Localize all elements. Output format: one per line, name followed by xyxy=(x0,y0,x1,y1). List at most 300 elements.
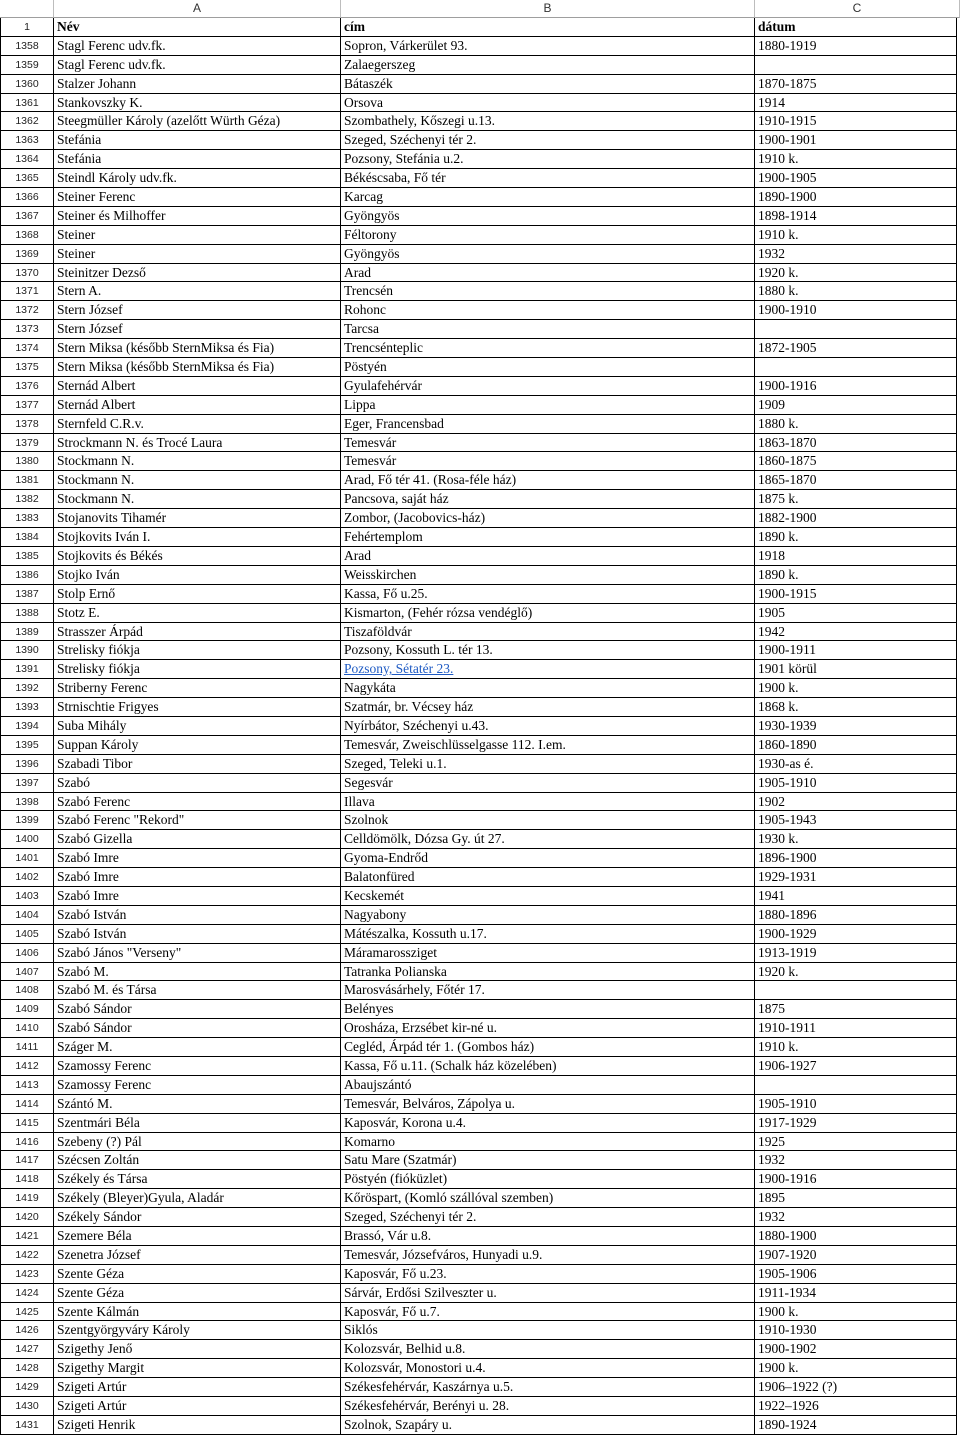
cell-datum[interactable]: 1930 k. xyxy=(755,830,957,849)
cell-cim[interactable]: Abaujszántó xyxy=(341,1076,755,1095)
row-number[interactable]: 1382 xyxy=(0,490,54,509)
cell-datum[interactable]: 1880 k. xyxy=(755,282,957,301)
row-number[interactable]: 1400 xyxy=(0,830,54,849)
cell-datum[interactable]: 1865-1870 xyxy=(755,471,957,490)
row-number[interactable]: 1376 xyxy=(0,377,54,396)
cell-nev[interactable]: Stern József xyxy=(54,320,341,339)
row-number[interactable]: 1409 xyxy=(0,1000,54,1019)
cell-datum[interactable]: 1900-1901 xyxy=(755,131,957,150)
cell-datum[interactable]: 1907-1920 xyxy=(755,1246,957,1265)
cell-cim[interactable]: Székesfehérvár, Kaszárnya u.5. xyxy=(341,1378,755,1397)
cell-nev[interactable]: Steinitzer Dezső xyxy=(54,264,341,283)
cell-nev[interactable]: Szabó Sándor xyxy=(54,1000,341,1019)
cell-datum[interactable]: 1930-1939 xyxy=(755,717,957,736)
cell-cim[interactable]: Székesfehérvár, Berényi u. 28. xyxy=(341,1397,755,1416)
cell-datum[interactable]: 1860-1875 xyxy=(755,452,957,471)
cell-cim[interactable]: Nagykáta xyxy=(341,679,755,698)
cell-nev[interactable]: Strasszer Árpád xyxy=(54,623,341,642)
row-number[interactable]: 1369 xyxy=(0,245,54,264)
cell-nev[interactable]: Stockmann N. xyxy=(54,452,341,471)
cell-datum[interactable]: 1900 k. xyxy=(755,679,957,698)
cell-cim[interactable]: Kolozsvár, Monostori u.4. xyxy=(341,1359,755,1378)
cell-cim[interactable]: Komarno xyxy=(341,1133,755,1152)
cell-cim[interactable]: Bátaszék xyxy=(341,75,755,94)
cell-cim[interactable]: Kecskemét xyxy=(341,887,755,906)
cell-datum[interactable]: 1860-1890 xyxy=(755,736,957,755)
cell-nev[interactable]: Stotz E. xyxy=(54,604,341,623)
row-number[interactable]: 1367 xyxy=(0,207,54,226)
cell-nev[interactable]: Stojkovits és Békés xyxy=(54,547,341,566)
cell-nev[interactable]: Székely Sándor xyxy=(54,1208,341,1227)
cell-datum[interactable]: 1914 xyxy=(755,94,957,113)
cell-cim[interactable]: Orsova xyxy=(341,94,755,113)
cell-cim[interactable]: Kassa, Fő u.11. (Schalk ház közelében) xyxy=(341,1057,755,1076)
cell-datum[interactable]: 1880-1896 xyxy=(755,906,957,925)
cell-cim[interactable]: Cegléd, Árpád tér 1. (Gombos ház) xyxy=(341,1038,755,1057)
cell-nev[interactable]: Szabó Imre xyxy=(54,868,341,887)
cell-nev[interactable]: Szigethy Margit xyxy=(54,1359,341,1378)
row-number[interactable]: 1377 xyxy=(0,396,54,415)
cell-datum[interactable]: 1900-1929 xyxy=(755,925,957,944)
cell-nev[interactable]: Stojkovits Iván I. xyxy=(54,528,341,547)
cell-cim[interactable]: Temesvár, Józsefváros, Hunyadi u.9. xyxy=(341,1246,755,1265)
cell-cim[interactable]: Arad, Fő tér 41. (Rosa-féle ház) xyxy=(341,471,755,490)
cell-cim[interactable]: Nyírbátor, Széchenyi u.43. xyxy=(341,717,755,736)
cell-datum[interactable]: 1922–1926 xyxy=(755,1397,957,1416)
address-link[interactable]: Pozsony, Sétatér 23. xyxy=(344,661,454,677)
cell-datum[interactable]: 1896-1900 xyxy=(755,849,957,868)
row-number[interactable]: 1414 xyxy=(0,1095,54,1114)
row-number[interactable]: 1406 xyxy=(0,944,54,963)
cell-datum[interactable]: 1932 xyxy=(755,245,957,264)
cell-datum[interactable]: 1910-1930 xyxy=(755,1321,957,1340)
cell-datum[interactable]: 1900 k. xyxy=(755,1303,957,1322)
row-number[interactable]: 1381 xyxy=(0,471,54,490)
cell-datum[interactable]: 1882-1900 xyxy=(755,509,957,528)
cell-cim[interactable]: Szombathely, Kőszegi u.13. xyxy=(341,112,755,131)
cell-cim[interactable]: Békéscsaba, Fő tér xyxy=(341,169,755,188)
cell-cim[interactable]: Satu Mare (Szatmár) xyxy=(341,1151,755,1170)
cell-nev[interactable]: Stagl Ferenc udv.fk. xyxy=(54,37,341,56)
cell-cim[interactable] xyxy=(341,660,755,679)
cell-datum[interactable] xyxy=(755,56,957,75)
cell-datum[interactable]: 1910-1915 xyxy=(755,112,957,131)
cell-nev[interactable]: Szenetra József xyxy=(54,1246,341,1265)
cell-nev[interactable]: Szabadi Tibor xyxy=(54,755,341,774)
cell-cim[interactable]: Siklós xyxy=(341,1321,755,1340)
cell-nev[interactable]: Stefánia xyxy=(54,131,341,150)
cell-cim[interactable]: Rohonc xyxy=(341,301,755,320)
cell-nev[interactable]: Stern József xyxy=(54,301,341,320)
cell-datum[interactable]: 1941 xyxy=(755,887,957,906)
cell-nev[interactable]: Szigethy Jenő xyxy=(54,1340,341,1359)
cell-cim[interactable]: Karcag xyxy=(341,188,755,207)
column-header-b[interactable]: B xyxy=(341,0,755,18)
row-number[interactable]: 1404 xyxy=(0,906,54,925)
cell-nev[interactable]: Stockmann N. xyxy=(54,490,341,509)
row-number[interactable]: 1395 xyxy=(0,736,54,755)
row-number[interactable]: 1424 xyxy=(0,1284,54,1303)
cell-nev[interactable]: Suppan Károly xyxy=(54,736,341,755)
cell-datum[interactable]: 1900-1910 xyxy=(755,301,957,320)
cell-nev[interactable]: Stagl Ferenc udv.fk. xyxy=(54,56,341,75)
cell-cim[interactable]: Gyoma-Endrőd xyxy=(341,849,755,868)
row-number[interactable]: 1371 xyxy=(0,282,54,301)
cell-cim[interactable]: Gyöngyös xyxy=(341,207,755,226)
cell-cim[interactable]: Kolozsvár, Belhid u.8. xyxy=(341,1340,755,1359)
cell-nev[interactable]: Stalzer Johann xyxy=(54,75,341,94)
cell-nev[interactable]: Szente Géza xyxy=(54,1284,341,1303)
cell-cim[interactable]: Weisskirchen xyxy=(341,566,755,585)
cell-datum[interactable] xyxy=(755,358,957,377)
cell-datum[interactable]: 1895 xyxy=(755,1189,957,1208)
cell-datum[interactable]: 1902 xyxy=(755,793,957,812)
row-number[interactable]: 1387 xyxy=(0,585,54,604)
cell-nev[interactable]: Stojko Iván xyxy=(54,566,341,585)
cell-nev[interactable]: Szigeti Artúr xyxy=(54,1397,341,1416)
row-number[interactable]: 1368 xyxy=(0,226,54,245)
cell-nev[interactable]: Stern Miksa (később SternMiksa és Fia) xyxy=(54,339,341,358)
header-nev[interactable]: Név xyxy=(54,18,341,37)
cell-datum[interactable] xyxy=(755,320,957,339)
cell-datum[interactable]: 1911-1934 xyxy=(755,1284,957,1303)
row-number[interactable]: 1407 xyxy=(0,963,54,982)
cell-nev[interactable]: Székely (Bleyer)Gyula, Aladár xyxy=(54,1189,341,1208)
row-number[interactable]: 1426 xyxy=(0,1321,54,1340)
row-number[interactable]: 1385 xyxy=(0,547,54,566)
cell-datum[interactable]: 1910 k. xyxy=(755,150,957,169)
row-number[interactable]: 1402 xyxy=(0,868,54,887)
row-number[interactable]: 1428 xyxy=(0,1359,54,1378)
cell-datum[interactable]: 1900-1915 xyxy=(755,585,957,604)
header-cim[interactable]: cím xyxy=(341,18,755,37)
cell-nev[interactable]: Szabó M. és Társa xyxy=(54,981,341,1000)
cell-datum[interactable]: 1905-1910 xyxy=(755,774,957,793)
cell-cim[interactable]: Sárvár, Erdősi Szilveszter u. xyxy=(341,1284,755,1303)
cell-cim[interactable]: Kismarton, (Fehér rózsa vendéglő) xyxy=(341,604,755,623)
cell-nev[interactable]: Steegmüller Károly (azelőtt Würth Géza) xyxy=(54,112,341,131)
cell-nev[interactable]: Steiner xyxy=(54,226,341,245)
cell-nev[interactable]: Stankovszky K. xyxy=(54,94,341,113)
row-number[interactable]: 1405 xyxy=(0,925,54,944)
row-number[interactable]: 1399 xyxy=(0,811,54,830)
row-number[interactable]: 1429 xyxy=(0,1378,54,1397)
row-number[interactable]: 1415 xyxy=(0,1114,54,1133)
row-number[interactable]: 1423 xyxy=(0,1265,54,1284)
cell-nev[interactable]: Szemere Béla xyxy=(54,1227,341,1246)
cell-cim[interactable]: Máramarossziget xyxy=(341,944,755,963)
cell-cim[interactable]: Szatmár, br. Vécsey ház xyxy=(341,698,755,717)
cell-datum[interactable]: 1930-as é. xyxy=(755,755,957,774)
cell-nev[interactable]: Szántó M. xyxy=(54,1095,341,1114)
cell-cim[interactable]: Trencsénteplic xyxy=(341,339,755,358)
row-number[interactable]: 1391 xyxy=(0,660,54,679)
cell-nev[interactable]: Szabó Sándor xyxy=(54,1019,341,1038)
cell-datum[interactable]: 1890 k. xyxy=(755,566,957,585)
cell-nev[interactable]: Szentmári Béla xyxy=(54,1114,341,1133)
cell-cim[interactable]: Temesvár, Belváros, Zápolya u. xyxy=(341,1095,755,1114)
cell-cim[interactable]: Segesvár xyxy=(341,774,755,793)
cell-datum[interactable]: 1910-1911 xyxy=(755,1019,957,1038)
cell-cim[interactable]: Nagyabony xyxy=(341,906,755,925)
cell-datum[interactable]: 1890 k. xyxy=(755,528,957,547)
cell-datum[interactable]: 1913-1919 xyxy=(755,944,957,963)
cell-datum[interactable]: 1872-1905 xyxy=(755,339,957,358)
cell-datum[interactable]: 1910 k. xyxy=(755,1038,957,1057)
row-number[interactable]: 1378 xyxy=(0,415,54,434)
cell-nev[interactable]: Strnischtie Frigyes xyxy=(54,698,341,717)
cell-datum[interactable]: 1875 k. xyxy=(755,490,957,509)
cell-cim[interactable]: Szolnok xyxy=(341,811,755,830)
cell-datum[interactable]: 1875 xyxy=(755,1000,957,1019)
row-number[interactable]: 1364 xyxy=(0,150,54,169)
row-number[interactable]: 1 xyxy=(0,18,54,37)
row-number[interactable]: 1420 xyxy=(0,1208,54,1227)
cell-nev[interactable]: Steiner és Milhoffer xyxy=(54,207,341,226)
cell-datum[interactable]: 1910 k. xyxy=(755,226,957,245)
cell-cim[interactable]: Pozsony, Stefánia u.2. xyxy=(341,150,755,169)
cell-nev[interactable]: Szigeti Henrik xyxy=(54,1416,341,1435)
cell-datum[interactable]: 1890-1924 xyxy=(755,1416,957,1435)
row-number[interactable]: 1419 xyxy=(0,1189,54,1208)
cell-nev[interactable]: Szabó M. xyxy=(54,963,341,982)
row-number[interactable]: 1372 xyxy=(0,301,54,320)
cell-datum[interactable]: 1900-1916 xyxy=(755,1170,957,1189)
row-number[interactable]: 1374 xyxy=(0,339,54,358)
cell-nev[interactable]: Székely és Társa xyxy=(54,1170,341,1189)
cell-cim[interactable]: Pöstyén (fióküzlet) xyxy=(341,1170,755,1189)
cell-nev[interactable]: Szabó János "Verseny" xyxy=(54,944,341,963)
cell-cim[interactable]: Gyöngyös xyxy=(341,245,755,264)
cell-cim[interactable]: Illava xyxy=(341,793,755,812)
cell-nev[interactable]: Stolp Ernő xyxy=(54,585,341,604)
cell-nev[interactable]: Steiner xyxy=(54,245,341,264)
row-number[interactable]: 1422 xyxy=(0,1246,54,1265)
cell-cim[interactable]: Arad xyxy=(341,547,755,566)
cell-cim[interactable]: Zombor, (Jacobovics-ház) xyxy=(341,509,755,528)
row-number[interactable]: 1392 xyxy=(0,679,54,698)
cell-datum[interactable] xyxy=(755,981,957,1000)
row-number[interactable]: 1408 xyxy=(0,981,54,1000)
cell-nev[interactable]: Sternád Albert xyxy=(54,396,341,415)
cell-datum[interactable]: 1900-1911 xyxy=(755,641,957,660)
cell-nev[interactable]: Szabó xyxy=(54,774,341,793)
row-number[interactable]: 1393 xyxy=(0,698,54,717)
row-number[interactable]: 1396 xyxy=(0,755,54,774)
row-number[interactable]: 1412 xyxy=(0,1057,54,1076)
cell-datum[interactable]: 1917-1929 xyxy=(755,1114,957,1133)
cell-cim[interactable]: Szeged, Széchenyi tér 2. xyxy=(341,131,755,150)
cell-nev[interactable]: Stern Miksa (később SternMiksa és Fia) xyxy=(54,358,341,377)
row-number[interactable]: 1384 xyxy=(0,528,54,547)
row-number[interactable]: 1430 xyxy=(0,1397,54,1416)
cell-nev[interactable]: Szabó Ferenc xyxy=(54,793,341,812)
cell-nev[interactable]: Szente Kálmán xyxy=(54,1303,341,1322)
cell-nev[interactable]: Szamossy Ferenc xyxy=(54,1076,341,1095)
row-number[interactable]: 1388 xyxy=(0,604,54,623)
cell-cim[interactable]: Balatonfüred xyxy=(341,868,755,887)
cell-datum[interactable]: 1918 xyxy=(755,547,957,566)
row-number[interactable]: 1410 xyxy=(0,1019,54,1038)
row-number[interactable]: 1386 xyxy=(0,566,54,585)
row-number[interactable]: 1397 xyxy=(0,774,54,793)
row-number[interactable]: 1417 xyxy=(0,1151,54,1170)
cell-datum[interactable]: 1932 xyxy=(755,1208,957,1227)
cell-nev[interactable]: Sternfeld C.R.v. xyxy=(54,415,341,434)
cell-nev[interactable]: Suba Mihály xyxy=(54,717,341,736)
cell-datum[interactable] xyxy=(755,1076,957,1095)
cell-cim[interactable]: Sopron, Várkerület 93. xyxy=(341,37,755,56)
cell-cim[interactable]: Fehértemplom xyxy=(341,528,755,547)
cell-datum[interactable]: 1890-1900 xyxy=(755,188,957,207)
cell-cim[interactable]: Brassó, Vár u.8. xyxy=(341,1227,755,1246)
row-number[interactable]: 1394 xyxy=(0,717,54,736)
cell-cim[interactable]: Orosháza, Erzsébet kir-né u. xyxy=(341,1019,755,1038)
cell-datum[interactable]: 1870-1875 xyxy=(755,75,957,94)
cell-datum[interactable]: 1898-1914 xyxy=(755,207,957,226)
row-number[interactable]: 1418 xyxy=(0,1170,54,1189)
cell-datum[interactable]: 1909 xyxy=(755,396,957,415)
row-number[interactable]: 1431 xyxy=(0,1416,54,1435)
cell-cim[interactable]: Temesvár, Zweischlüsselgasse 112. I.em. xyxy=(341,736,755,755)
cell-cim[interactable]: Temesvár xyxy=(341,434,755,453)
row-number[interactable]: 1401 xyxy=(0,849,54,868)
cell-cim[interactable]: Szeged, Teleki u.1. xyxy=(341,755,755,774)
cell-nev[interactable]: Stefánia xyxy=(54,150,341,169)
cell-nev[interactable]: Striberny Ferenc xyxy=(54,679,341,698)
cell-cim[interactable]: Arad xyxy=(341,264,755,283)
row-number[interactable]: 1380 xyxy=(0,452,54,471)
cell-cim[interactable]: Szolnok, Szapáry u. xyxy=(341,1416,755,1435)
cell-datum[interactable]: 1880 k. xyxy=(755,415,957,434)
cell-nev[interactable]: Szamossy Ferenc xyxy=(54,1057,341,1076)
row-number[interactable]: 1359 xyxy=(0,56,54,75)
cell-cim[interactable]: Pancsova, saját ház xyxy=(341,490,755,509)
cell-cim[interactable]: Trencsén xyxy=(341,282,755,301)
cell-nev[interactable]: Szabó Imre xyxy=(54,849,341,868)
row-number[interactable]: 1383 xyxy=(0,509,54,528)
cell-datum[interactable]: 1942 xyxy=(755,623,957,642)
cell-datum[interactable]: 1920 k. xyxy=(755,963,957,982)
cell-nev[interactable]: Strelisky fiókja xyxy=(54,660,341,679)
row-number[interactable]: 1390 xyxy=(0,641,54,660)
row-number[interactable]: 1360 xyxy=(0,75,54,94)
row-number[interactable]: 1379 xyxy=(0,434,54,453)
row-number[interactable]: 1370 xyxy=(0,264,54,283)
cell-cim[interactable]: Kaposvár, Korona u.4. xyxy=(341,1114,755,1133)
cell-datum[interactable]: 1920 k. xyxy=(755,264,957,283)
cell-nev[interactable]: Szigeti Artúr xyxy=(54,1378,341,1397)
cell-cim[interactable]: Zalaegerszeg xyxy=(341,56,755,75)
row-number[interactable]: 1416 xyxy=(0,1133,54,1152)
cell-cim[interactable]: Temesvár xyxy=(341,452,755,471)
cell-datum[interactable]: 1929-1931 xyxy=(755,868,957,887)
cell-nev[interactable]: Szabó Ferenc "Rekord" xyxy=(54,811,341,830)
cell-datum[interactable]: 1901 körül xyxy=(755,660,957,679)
cell-datum[interactable]: 1906–1922 (?) xyxy=(755,1378,957,1397)
cell-cim[interactable]: Szeged, Széchenyi tér 2. xyxy=(341,1208,755,1227)
row-number[interactable]: 1358 xyxy=(0,37,54,56)
column-header-a[interactable]: A xyxy=(54,0,341,18)
row-number[interactable]: 1363 xyxy=(0,131,54,150)
cell-cim[interactable]: Celldömölk, Dózsa Gy. út 27. xyxy=(341,830,755,849)
cell-datum[interactable]: 1905-1906 xyxy=(755,1265,957,1284)
cell-datum[interactable]: 1880-1919 xyxy=(755,37,957,56)
cell-cim[interactable]: Tarcsa xyxy=(341,320,755,339)
cell-datum[interactable]: 1900 k. xyxy=(755,1359,957,1378)
cell-nev[interactable]: Szabó István xyxy=(54,906,341,925)
cell-nev[interactable]: Száger M. xyxy=(54,1038,341,1057)
cell-nev[interactable]: Strockmann N. és Trocé Laura xyxy=(54,434,341,453)
row-number[interactable]: 1411 xyxy=(0,1038,54,1057)
row-number[interactable]: 1389 xyxy=(0,623,54,642)
cell-cim[interactable]: Mátészalka, Kossuth u.17. xyxy=(341,925,755,944)
cell-datum[interactable]: 1905 xyxy=(755,604,957,623)
cell-nev[interactable]: Szente Géza xyxy=(54,1265,341,1284)
cell-datum[interactable]: 1925 xyxy=(755,1133,957,1152)
cell-datum[interactable]: 1900-1905 xyxy=(755,169,957,188)
cell-nev[interactable]: Szabó Gizella xyxy=(54,830,341,849)
cell-cim[interactable]: Tatranka Polianska xyxy=(341,963,755,982)
row-number[interactable]: 1413 xyxy=(0,1076,54,1095)
cell-cim[interactable]: Pöstyén xyxy=(341,358,755,377)
cell-datum[interactable]: 1863-1870 xyxy=(755,434,957,453)
cell-datum[interactable]: 1932 xyxy=(755,1151,957,1170)
cell-nev[interactable]: Sternád Albert xyxy=(54,377,341,396)
row-number[interactable]: 1365 xyxy=(0,169,54,188)
cell-nev[interactable]: Szabó Imre xyxy=(54,887,341,906)
cell-nev[interactable]: Stockmann N. xyxy=(54,471,341,490)
cell-cim[interactable]: Pozsony, Kossuth L. tér 13. xyxy=(341,641,755,660)
cell-cim[interactable]: Marosvásárhely, Főtér 17. xyxy=(341,981,755,1000)
row-number[interactable]: 1362 xyxy=(0,112,54,131)
row-number[interactable]: 1427 xyxy=(0,1340,54,1359)
cell-nev[interactable]: Steindl Károly udv.fk. xyxy=(54,169,341,188)
cell-datum[interactable]: 1900-1902 xyxy=(755,1340,957,1359)
cell-nev[interactable]: Szécsen Zoltán xyxy=(54,1151,341,1170)
row-number[interactable]: 1366 xyxy=(0,188,54,207)
row-number[interactable]: 1425 xyxy=(0,1303,54,1322)
cell-nev[interactable]: Steiner Ferenc xyxy=(54,188,341,207)
cell-datum[interactable]: 1905-1943 xyxy=(755,811,957,830)
row-number[interactable]: 1375 xyxy=(0,358,54,377)
cell-nev[interactable]: Stern A. xyxy=(54,282,341,301)
cell-cim[interactable]: Kőröspart, (Komló szállóval szemben) xyxy=(341,1189,755,1208)
cell-datum[interactable]: 1900-1916 xyxy=(755,377,957,396)
cell-cim[interactable]: Belényes xyxy=(341,1000,755,1019)
row-number[interactable]: 1361 xyxy=(0,94,54,113)
header-datum[interactable]: dátum xyxy=(755,18,957,37)
row-number[interactable]: 1403 xyxy=(0,887,54,906)
cell-cim[interactable]: Eger, Francensbad xyxy=(341,415,755,434)
column-header-c[interactable]: C xyxy=(755,0,960,18)
cell-nev[interactable]: Szentgyörgyváry Károly xyxy=(54,1321,341,1340)
row-number[interactable]: 1373 xyxy=(0,320,54,339)
cell-cim[interactable]: Tiszaföldvár xyxy=(341,623,755,642)
cell-cim[interactable]: Kaposvár, Fő u.7. xyxy=(341,1303,755,1322)
cell-datum[interactable]: 1905-1910 xyxy=(755,1095,957,1114)
cell-nev[interactable]: Szabó István xyxy=(54,925,341,944)
corner-cell[interactable] xyxy=(0,0,54,18)
cell-cim[interactable]: Gyulafehérvár xyxy=(341,377,755,396)
row-number[interactable]: 1398 xyxy=(0,793,54,812)
cell-nev[interactable]: Strelisky fiókja xyxy=(54,641,341,660)
cell-datum[interactable]: 1880-1900 xyxy=(755,1227,957,1246)
cell-cim[interactable]: Kassa, Fő u.25. xyxy=(341,585,755,604)
cell-nev[interactable]: Stojanovits Tihamér xyxy=(54,509,341,528)
cell-cim[interactable]: Lippa xyxy=(341,396,755,415)
cell-nev[interactable]: Szebeny (?) Pál xyxy=(54,1133,341,1152)
